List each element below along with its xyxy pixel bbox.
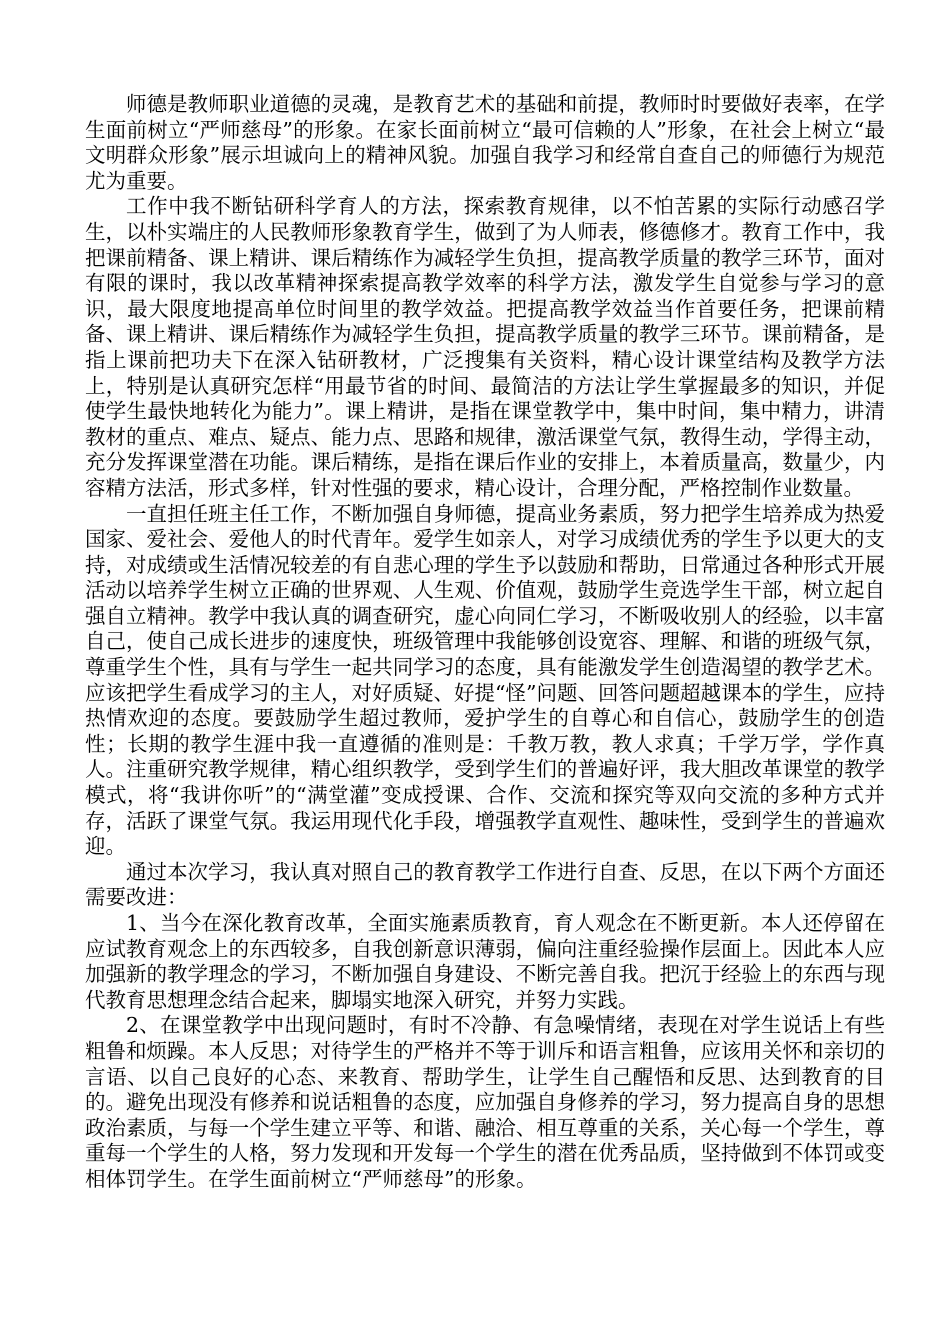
paragraph-teacher-ethics: 师德是教师职业道德的灵魂，是教育艺术的基础和前提，教师时时要做好表率，在学生面前树立“严师慈母”的形象。在家长面前树立“最可信赖的人”形象，在社会上树立“最文明群众形象”展示坦诚向上的精神风貌。加强自我学习和经常自查自己的师德行为规范尤为重要。: [85, 92, 885, 193]
paragraph-teaching-methods: 工作中我不断钻研科学育人的方法，探索教育规律，以不怕苦累的实际行动感召学生，以朴实端庄的人民教师形象教育学生，做到了为人师表，修德修才。教育工作中，我把课前精备、课上精讲、课后精练作为减轻学生负担，提高教学质量的教学三环节，面对有限的课时，我以改革精神探索提高教学效率的科学方法，激发学生自觉参与学习的意识，最大限度地提高单位时间里的教学效益。把提高教学效益当作首要任务，把课前精备、课上精讲、课后精练作为减轻学生负担，提高教学质量的教学三环节。课前精备，是指上课前把功夫下在深入钻研教材，广泛搜集有关资料，精心设计课堂结构及教学方法上，特别是认真研究怎样“用最节省的时间、最简洁的方法让学生掌握最多的知识，并促使学生最快地转化为能力”。课上精讲，是指在课堂教学中，集中时间，集中精力，讲清教材的重点、难点、疑点、能力点、思路和规律，激活课堂气氛，教得生动，学得主动，充分发挥课堂潜在功能。课后精练，是指在课后作业的安排上，本着质量高，数量少，内容精方法活，形式多样，针对性强的要求，精心设计，合理分配，严格控制作业数量。: [85, 194, 885, 500]
paragraph-class-teacher-work: 一直担任班主任工作，不断加强自身师德，提高业务素质，努力把学生培养成为热爱国家、爱社会、爱他人的时代青年。爱学生如亲人，对学习成绩优秀的学生予以更大的支持，对成绩或生活情况较差的有自悲心理的学生予以鼓励和帮助，日常通过各种形式开展活动以培养学生树立正确的世界观、人生观、价值观，鼓励学生竞选学生干部，树立起自强自立精神。教学中我认真的调查研究，虚心向同仁学习，不断吸收别人的经验，以丰富自己，使自己成长进步的速度快，班级管理中我能够创设宽容、理解、和谐的班级气氛，尊重学生个性，具有与学生一起共同学习的态度，具有能激发学生创造渴望的教学艺术。应该把学生看成学习的主人，对好质疑、好提“怪”问题、回答问题超越课本的学生，应持热情欢迎的态度。要鼓励学生超过教师，爱护学生的自尊心和自信心，鼓励学生的创造性；长期的教学生涯中我一直遵循的准则是：千教万教，教人求真；千学万学，学作真人。注重研究教学规律，精心组织教学，受到学生们的普遍好评，我大胆改革课堂的教学模式，将“我讲你听”的“满堂灌”变成授课、合作、交流和探究等双向交流的多种方式并存，活跃了课堂气氛。我运用现代化手段，增强教学直观性、趣味性，受到学生的普遍欢迎。: [85, 501, 885, 859]
paragraph-improvement-2: 2、在课堂教学中出现问题时，有时不冷静、有急噪情绪，表现在对学生说话上有些粗鲁和烦躁。本人反思；对待学生的严格并不等于训斥和语言粗鲁，应该用关怀和亲切的言语、以自己良好的心态、来教育、帮助学生，让学生自己醒悟和反思、达到教育的目的。避免出现没有修养和说话粗鲁的态度，应加强自身修养的学习，努力提高自身的思想政治素质，与每一个学生建立平等、和谐、融洽、相互尊重的关系，关心每一个学生，尊重每一个学生的人格，努力发现和开发每一个学生的潜在优秀品质，坚持做到不体罚或变相体罚学生。在学生面前树立“严师慈母”的形象。: [85, 1013, 885, 1191]
paragraph-self-review-intro: 通过本次学习，我认真对照自己的教育教学工作进行自查、反思，在以下两个方面还需要改进：: [85, 859, 885, 910]
paragraph-improvement-1: 1、当今在深化教育改革，全面实施素质教育，育人观念在不断更新。本人还停留在应试教育观念上的东西较多，自我创新意识薄弱，偏向注重经验操作层面上。因此本人应加强新的教学理念的学习，不断加强自身建设、不断完善自我。把沉于经验上的东西与现代教育思想理念结合起来，脚塌实地深入研究，并努力实践。: [85, 911, 885, 1012]
document-page: [85, 92, 885, 1193]
